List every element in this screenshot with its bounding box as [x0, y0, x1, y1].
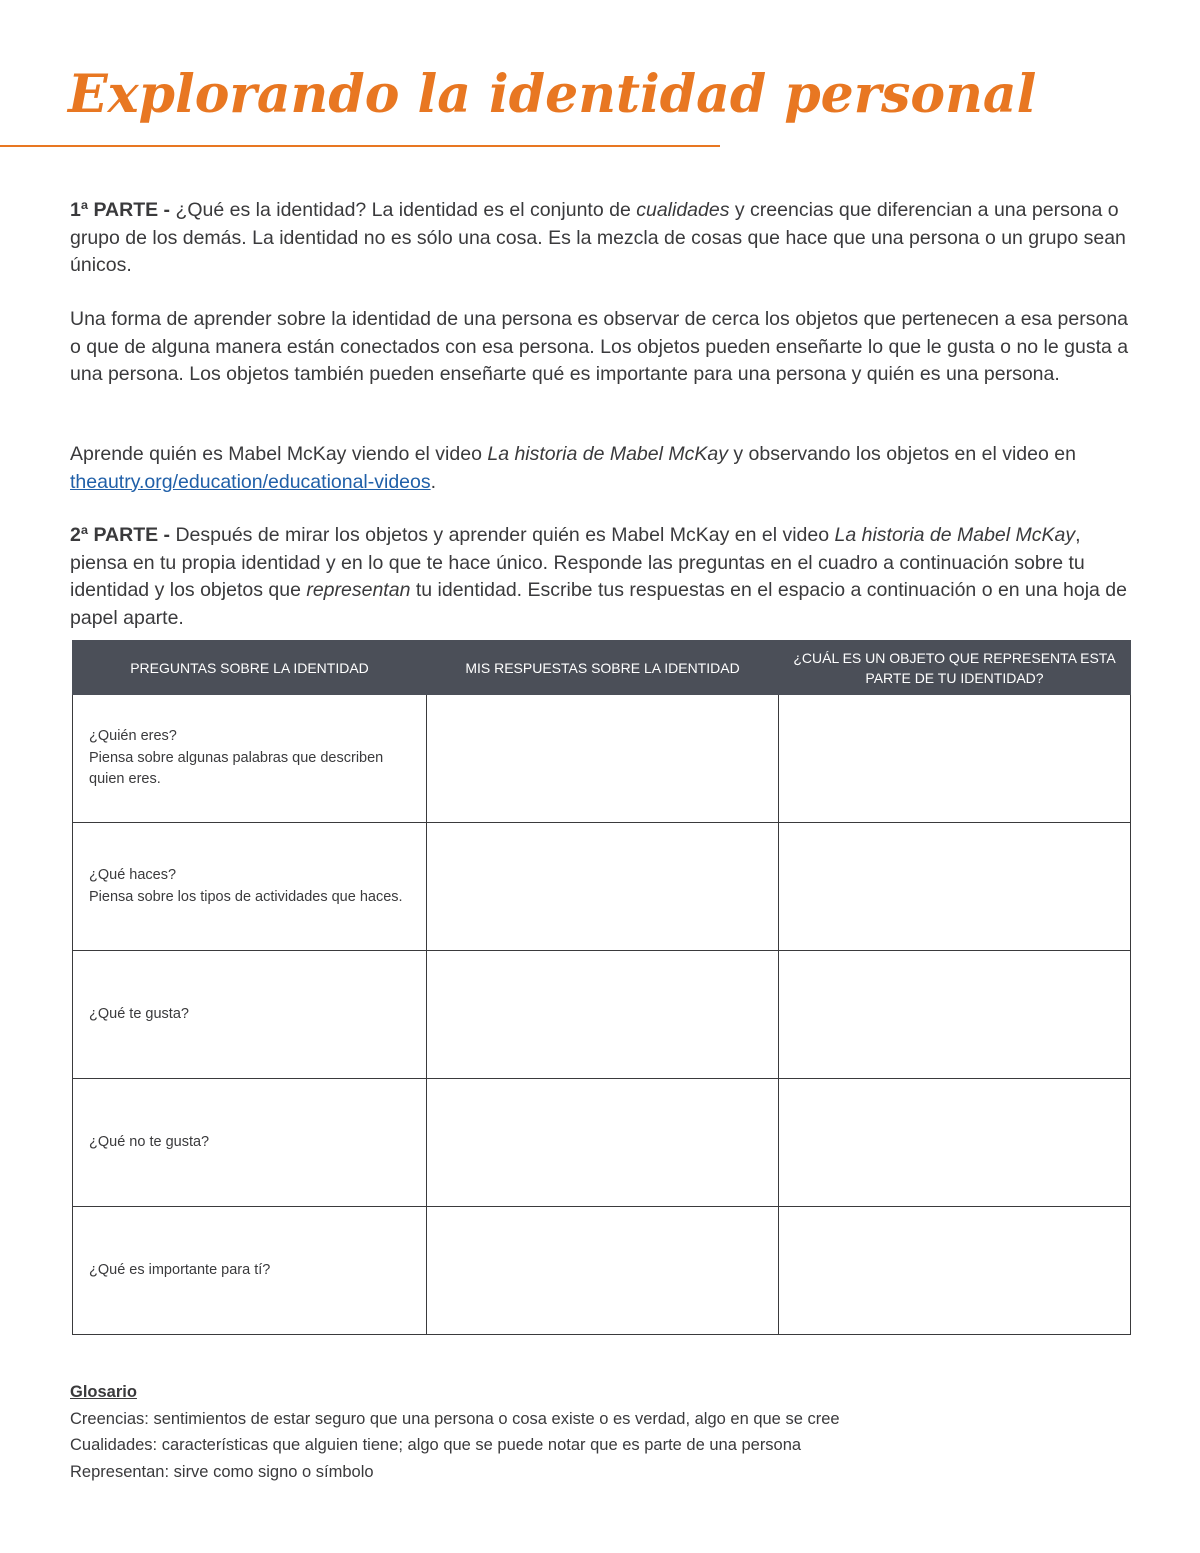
answer-cell[interactable]: [427, 1079, 779, 1207]
table-row: [73, 823, 1131, 951]
table-row: [73, 1207, 1131, 1335]
part1-italic-word: cualidades: [636, 199, 730, 221]
question-hint: Piensa sobre algunas palabras que describen quien eres.: [89, 749, 384, 788]
object-cell[interactable]: [779, 823, 1131, 951]
question-text: ¿Qué no te gusta?: [89, 1133, 210, 1150]
question-cell: [73, 1079, 427, 1207]
question-cell: [73, 951, 427, 1079]
question-cell: [73, 823, 427, 951]
answer-cell[interactable]: [427, 1207, 779, 1335]
question-text: ¿Quién eres?: [89, 728, 177, 745]
video-text-c: .: [430, 470, 437, 493]
glossary-entry: Representan: sirve como signo o símbolo: [70, 1462, 374, 1481]
part1-text-a: ¿Qué es la identidad? La identidad es el conjunto de: [170, 199, 637, 221]
object-cell[interactable]: [779, 1207, 1131, 1335]
object-cell[interactable]: [779, 695, 1131, 823]
glossary-entry: Cualidades: características que alguien tiene; algo que se puede notar que es parte de una persona: [70, 1436, 802, 1454]
educational-videos-link[interactable]: theautry.org/education/educational-videos: [70, 470, 431, 493]
page-title: Explorando la identidad personal: [68, 64, 1037, 125]
question-text: ¿Qué haces?: [89, 867, 177, 883]
header-answers: MIS RESPUESTAS SOBRE LA IDENTIDAD: [427, 641, 779, 695]
answer-cell[interactable]: [427, 695, 779, 823]
table-header-row: [73, 641, 1131, 695]
part2-text-a: Después de mirar los objetos y aprender quién es Mabel McKay en el video: [170, 524, 835, 546]
answer-cell[interactable]: [427, 823, 779, 951]
part1-paragraph: [70, 197, 1140, 280]
glossary-title: Glosario: [70, 1383, 137, 1401]
part2-video-title: La historia de Mabel McKay: [834, 524, 1076, 546]
identity-table: [72, 640, 1131, 1335]
title-divider: [0, 145, 720, 147]
part2-label: 2ª PARTE -: [70, 524, 171, 546]
table-row: [73, 695, 1131, 823]
object-cell[interactable]: [779, 951, 1131, 1079]
part1-label: 1ª PARTE -: [70, 199, 171, 221]
video-text-a: Aprende quién es Mabel McKay viendo el video: [70, 443, 488, 465]
table-row: [73, 1079, 1131, 1207]
answer-cell[interactable]: [427, 951, 779, 1079]
question-text: ¿Qué es importante para tí?: [89, 1261, 271, 1278]
table-row: [73, 951, 1131, 1079]
part2-italic-word: representan: [306, 579, 411, 601]
object-cell[interactable]: [779, 1079, 1131, 1207]
part2-paragraph: [70, 522, 1140, 632]
video-text-b: y observando los objetos en el video en: [727, 443, 1076, 465]
question-cell: [73, 695, 427, 823]
header-object: ¿CUÁL ES UN OBJETO QUE REPRESENTA ESTA PARTE DE TU IDENTIDAD?: [779, 641, 1131, 695]
video-paragraph: [70, 441, 1140, 496]
glossary-entry: Creencias: sentimientos de estar seguro que una persona o cosa existe o es verdad, algo en que se cree: [70, 1409, 840, 1428]
objects-paragraph: Una forma de aprender sobre la identidad de una persona es observar de cerca los objetos que pertenecen a esa persona o que de alguna manera están conectados con esa persona. Los objetos pueden enseñarte lo que le gusta o no le gusta a una persona. Los objetos también pueden enseñarte qué es importante para una persona y quién es una persona.: [70, 308, 1129, 385]
part2-text-c: tu identidad. Escribe tus respuestas en el espacio a continuación o en una hoja de papel aparte.: [70, 579, 1127, 629]
question-text: ¿Qué te gusta?: [89, 1005, 189, 1022]
glossary: [70, 1379, 1150, 1485]
video-title: La historia de Mabel McKay: [487, 443, 728, 465]
question-hint: Piensa sobre los tipos de actividades que haces.: [89, 888, 403, 905]
part1-text-b: y creencias que diferencian a una persona o grupo de los demás. La identidad no es sólo una cosa. Es la mezcla de cosas que hace que una persona o un grupo sean únicos.: [70, 199, 1126, 276]
part2-text-b: , piensa en tu propia identidad y en lo que te hace único. Responde las preguntas en el cuadro a continuación sobre tu identidad y los objetos que: [70, 524, 1085, 601]
header-questions: PREGUNTAS SOBRE LA IDENTIDAD: [73, 641, 427, 695]
question-cell: [73, 1207, 427, 1335]
